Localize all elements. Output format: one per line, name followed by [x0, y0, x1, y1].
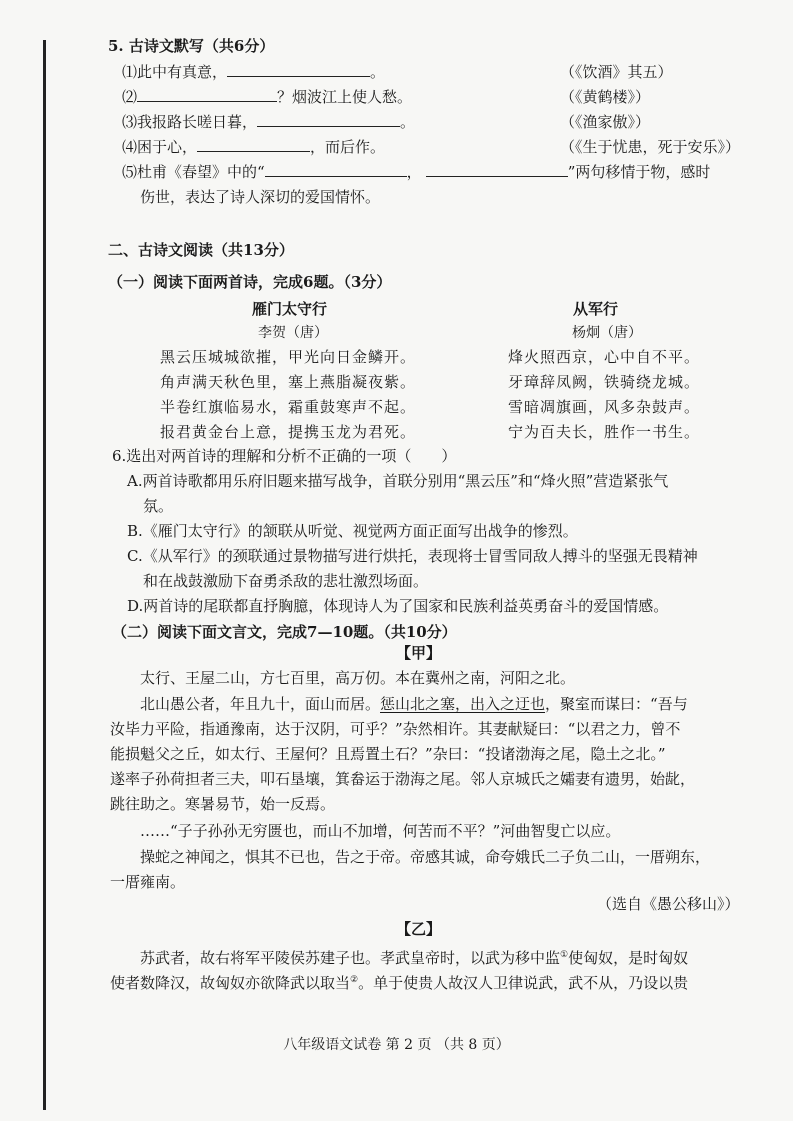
footnote-marker: ① [560, 950, 569, 960]
jia-paragraph-1: 太行、王屋二山，方七百里，高万仞。本在冀州之南，河阳之北。 [140, 669, 576, 687]
answer-blank[interactable] [265, 162, 407, 177]
jia-p4-line: 一厝雍南。 [110, 873, 186, 891]
part1-heading: （一）阅读下面两首诗，完成6题。（3分） [108, 273, 392, 291]
answer-blank[interactable] [426, 162, 568, 177]
q5-item-1-source: （《饮酒》其五） [560, 63, 673, 81]
answer-blank[interactable] [257, 112, 400, 127]
poem2-line: 雪暗凋旗画，风多杂鼓声。 [508, 398, 701, 416]
yi-text: 使者数降汉，故匈奴亦欲降武以取当 [110, 974, 351, 992]
poem2-line: 牙璋辞凤阙，铁骑绕龙城。 [508, 373, 701, 391]
q5-item-1-post: 。 [370, 63, 386, 81]
q5-item-4 [122, 137, 385, 157]
q6-option-c: C.《从军行》的颈联通过景物描写进行烘托，表现将士冒雪同敌人搏斗的坚强无畏精神 [127, 547, 698, 565]
q5-item-3 [122, 112, 415, 132]
q5-item-5-mid: ， [406, 163, 422, 181]
jia-paragraph-3: ……“子子孙孙无穷匮也，而山不加增，何苦而不平？”河曲智叟亡以应。 [140, 822, 621, 840]
q5-item-3-post: 。 [400, 113, 416, 131]
poem1-line: 角声满天秋色里，塞上燕脂凝夜紫。 [160, 373, 417, 391]
yi-paragraph-1 [140, 945, 688, 968]
jia-source: （选自《愚公移山》） [597, 895, 740, 913]
poem1-title: 雁门太守行 [252, 300, 328, 318]
answer-blank[interactable] [197, 137, 310, 152]
poem1-line: 黑云压城城欲摧，甲光向日金鳞开。 [160, 348, 417, 366]
poem1-author: 李贺（唐） [258, 325, 328, 341]
yi-line [110, 970, 688, 993]
q6-option-a-cont: 氛。 [143, 497, 174, 515]
q6-option-a: A.两首诗歌都用乐府旧题来描写战争，首联分别用“黑云压”和“烽火照”营造紧张气 [127, 472, 669, 490]
yi-text: 苏武者，故右将军平陵侯苏建子也。孝武皇帝时，以武为移中监 [140, 949, 561, 967]
section2-title: 二、古诗文阅读（共13分） [108, 241, 294, 259]
q5-item-3-source: （《渔家傲》） [560, 113, 651, 131]
yi-text: 。单于使贵人故汉人卫律说武，武不从，乃设以贵 [358, 974, 689, 992]
jia-p2-text: ，聚室而谋曰：“吾与 [545, 695, 688, 713]
q5-item-4-source: （《生于忧患，死于安乐》） [560, 138, 741, 156]
q5-item-2-post: ？烟波江上使人愁。 [277, 88, 413, 106]
poem1-line: 半卷红旗临易水，霜重鼓寒声不起。 [160, 398, 417, 416]
jia-paragraph-2 [140, 694, 688, 714]
jia-p2-line: 遂率子孙荷担者三夫，叩石垦壤，箕畚运于渤海之尾。邻人京城氏之孀妻有遗男，始龀， [110, 770, 696, 788]
q5-item-5-post: ”两句移情于物，感时 [567, 163, 711, 181]
q5-item-2 [122, 87, 412, 107]
poem2-title: 从军行 [573, 300, 619, 318]
q5-item-3-pre: ⑶我报路长嗟日暮， [122, 113, 258, 131]
q5-item-4-post: ，而后作。 [310, 138, 386, 156]
q5-item-2-source: （《黄鹤楼》） [560, 88, 651, 106]
q6-option-c-cont: 和在战鼓激励下奋勇杀敌的悲壮激烈场面。 [143, 572, 429, 590]
passage-yi-label: 【乙】 [396, 920, 442, 938]
q6-option-b: B.《雁门太守行》的颔联从听觉、视觉两方面正面写出战争的惨烈。 [127, 522, 578, 540]
answer-blank[interactable] [227, 62, 370, 77]
q5-item-5-pre: ⑸杜甫《春望》中的“ [122, 163, 265, 181]
poem2-line: 宁为百夫长，胜作一书生。 [508, 423, 701, 441]
q6-option-d: D.两首诗的尾联都直抒胸臆，体现诗人为了国家和民族利益英勇奋斗的爱国情感。 [127, 597, 669, 615]
poem2-author: 杨炯（唐） [572, 325, 642, 341]
jia-p2-line: 跳往助之。寒暑易节，始一反焉。 [110, 795, 336, 813]
q5-item-1-pre: ⑴此中有真意， [122, 63, 228, 81]
yi-text: 使匈奴，是时匈奴 [568, 949, 689, 967]
q5-title: 5. 古诗文默写（共6分） [108, 37, 275, 55]
jia-p2-line: 能损魁父之丘，如太行、王屋何？且焉置土石？”杂曰：“投诸渤海之尾，隐土之北。” [110, 745, 666, 763]
q5-item-5 [122, 162, 710, 182]
binding-margin-line [43, 40, 46, 1110]
jia-p2-line: 汝毕力平险，指通豫南，达于汉阴，可乎？”杂然相许。其妻献疑曰：“以君之力，曾不 [110, 720, 681, 738]
passage-jia-label: 【甲】 [396, 644, 442, 662]
q5-item-2-pre: ⑵ [122, 88, 138, 106]
q5-item-5-line2: 伤世，表达了诗人深切的爱国情怀。 [140, 188, 381, 206]
footnote-marker: ② [350, 975, 359, 985]
q6-stem: 6.选出对两首诗的理解和分析不正确的一项（ ） [112, 447, 457, 465]
jia-paragraph-4: 操蛇之神闻之，惧其不已也，告之于帝。帝感其诚，命夸娥氏二子负二山，一厝朔东， [140, 848, 711, 866]
page-footer: 八年级语文试卷 第 2 页 （共 8 页） [283, 1037, 510, 1053]
q5-item-4-pre: ⑷困于心， [122, 138, 198, 156]
poem1-line: 报君黄金台上意，提携玉龙为君死。 [160, 423, 417, 441]
jia-underlined-sentence: 惩山北之塞，出入之迂也 [380, 695, 546, 713]
poem2-line: 烽火照西京，心中自不平。 [508, 348, 701, 366]
q5-item-1 [122, 62, 385, 82]
jia-p2-text: 北山愚公者，年且九十，面山而居。 [140, 695, 381, 713]
part2-heading: （二）阅读下面文言文，完成7—10题。（共10分） [112, 623, 457, 641]
answer-blank[interactable] [137, 87, 277, 102]
